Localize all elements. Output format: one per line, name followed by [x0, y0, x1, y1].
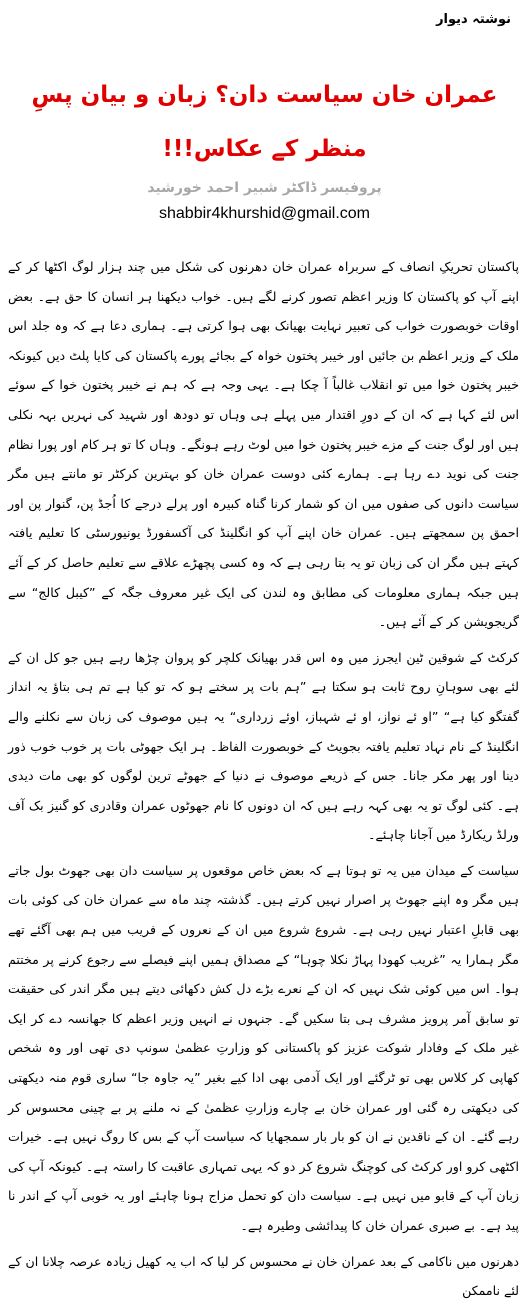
author-email[interactable]: shabbir4khurshid@gmail.com: [159, 205, 370, 222]
article-paragraph: دھرنوں میں ناکامی کے بعد عمران خان نے محسوس کر لیا کہ اب یہ کھیل زیادہ عرصہ چلانا ان کے لئے ناممکن: [8, 1253, 519, 1299]
column-label: نوشتہ دیوار: [436, 12, 511, 27]
article-paragraph: کرکٹ کے شوقین ٹین ایجرز میں وہ اس قدر بھیانک کلچر کو پروان چڑھا رہے ہیں جو کل ان کے لئے بھی سوہانِ روح ثابت ہو سکتا ہے ”ہم بات پر سختے ہو کہ تو کیا ہے تم ہی بتاؤ یہ انداز گفتگو کیا ہے“ ”او ئے نواز، او ئے شہباز، اوئے زرداری“ یہ ہیں موصوف کی زبان سے نکلنے والے انگلینڈ کے نام نہاد تعلیم یافتہ بجویٹ کے خوبصورت الفاظ۔ ہر ایک جھوٹی بات پر خوب خوب ذور دینا اور پھر مکر جانا۔ جس کے ذریعے موصوف نے دنیا کے جھوٹے ترین لوگوں کو بھی مات دیدی ہے۔ کئی لوگ تو یہ بھی کہہ رہے ہیں کہ ان دونوں کا نام جھوٹوں عمران وقادری کو گنیز بک آف ورلڈ ریکارڈ میں آجانا چاہئے۔: [8, 649, 519, 843]
article-paragraph: سیاست کے میدان میں یہ تو ہوتا ہے کہ بعض خاص موقعوں پر سیاست دان بھی جھوٹ بول جاتے ہیں مگر وہ اپنے جھوٹ پر اصرار نہیں کرتے ہیں۔ گذشتہ چند ماہ سے عمران خان کی کوئی بات بھی قابلِ اعتبار نہیں رہی ہے۔ شروع شروع میں ان کے نعروں کے فریب میں ہم بھی آگئے تھے مگر ہمارا یہ ”غریب کھودا پہاڑ نکلا چوہا“ کے مصداق ہمیں اپنے فیصلے سے رجوع کرنے پر مختتم ہوا۔ اس میں کوئی شک نہیں کہ ان کے نعرے بڑے دل کش دکھائی دیتے ہیں مگر اندر کی حقیقت تو سابق آمر پرویز مشرف ہی بتا سکیں گے۔ جنہوں نے انہیں وزیر اعظم کا جھانسہ دے کر ایک غیر ملک کے وفادار شوکت عزیز کو پاکستانی کو وزارتِ عظمیٰ سونپ دی تھی اور وہ شخص کھاپی کر کلاس بھی تو ٹرگئے اور ایک آدمی بھی ادا کیے بغیر ”یہ جاوہ جا“ ساری قوم منہ دیکھتی کی دیکھتی رہ گئی اور عمران خان بے چارے وزارتِ عظمیٰ کے نہ ملنے پر بے چینی محسوس کر رہے گئے۔ ان کے ناقدین نے ان کو بار بار سمجھایا کہ سیاست آپ کے بس کا روگ نہیں ہے۔ خیرات اکٹھی کرو اور کرکٹ کی کوچنگ شروع کر دو کہ یہی تمہاری عاقبت کا راستہ ہے۔ کیونکہ آپ کی زبان آپ کے قابو میں نہیں ہے۔ سیاست دان کو تحمل مزاج ہونا چاہئے اور یہ خوبی آپ کے اندر نا پید ہے۔ بے صبری عمران خان کا پیدائشی وطیرہ ہے۔: [8, 862, 519, 1233]
article-headline: عمران خان سیاست دان؟ زبان و بیان پسِ منظر کے عکاس!!!: [31, 82, 498, 162]
article-paragraph: پاکستان تحریکِ انصاف کے سربراہ عمران خان دھرنوں کی شکل میں چند ہزار لوگ اکٹھا کر کے اپنے آپ کو پاکستان کا وزیر اعظم تصور کرنے لگے ہیں۔ خواب دیکھنا ہر انسان کا حق ہے۔ بعض اوقات خوبصورت خواب کی تعبیر نہایت بھیانک بھی ہوا کرتی ہے۔ ہماری دعا ہے کہ وہ جلد اس ملک کے وزیر اعظم بن جائیں اور خیبر پختون خواہ کے بجائے پورے پاکستان کی کایا پلٹ دیں کیونکہ خیبر پختون خوا میں تو انقلاب غالباً آ چکا ہے۔ یہی وجہ ہے کہ ہم نے خیبر پختون خوا کے سوئے اس لئے کہا ہے کہ ان کے دورِ اقتدار میں پہلے ہی وہاں تو دودھ اور شہید کی نہریں بہہ نکلی ہیں اور لوگ جنت کے مزے خیبر پختون خوا میں لوٹ رہے ہونگے۔ وہاں کا تو ہر کام اور پورا نظام جنت کی نوید دے رہا ہے۔ ہمارے کئی دوست عمران خان کو بہترین کرکٹر تو مانتے ہیں مگر سیاست دانوں کی صفوں میں ان کو شمار کرنا گناہ کبیرہ اور پرلے درجے کا اُجڈ پن، گنوار پن اور احمق پن سمجھتے ہیں۔ عمران خان اپنے آپ کو انگلینڈ کی آکسفورڈ یونیورسٹی کا تعلیم یافتہ کہتے ہیں مگر ان کی زبان تو یہ بتا رہی ہے کہ وہ کسی پچھڑے علاقے سے تعلیم حاصل کر کے آئے ہیں جبکہ ہماری معلومات کی مطابق وہ لندن کی ایک غیر معروف جگہ کے ”کیبل کالج“ سے گریجویشن کر کے آئے ہیں۔: [8, 259, 519, 630]
author-byline: پروفیسر ڈاکٹر شبیر احمد خورشید: [147, 180, 382, 196]
article-body: [8, 252, 519, 1306]
